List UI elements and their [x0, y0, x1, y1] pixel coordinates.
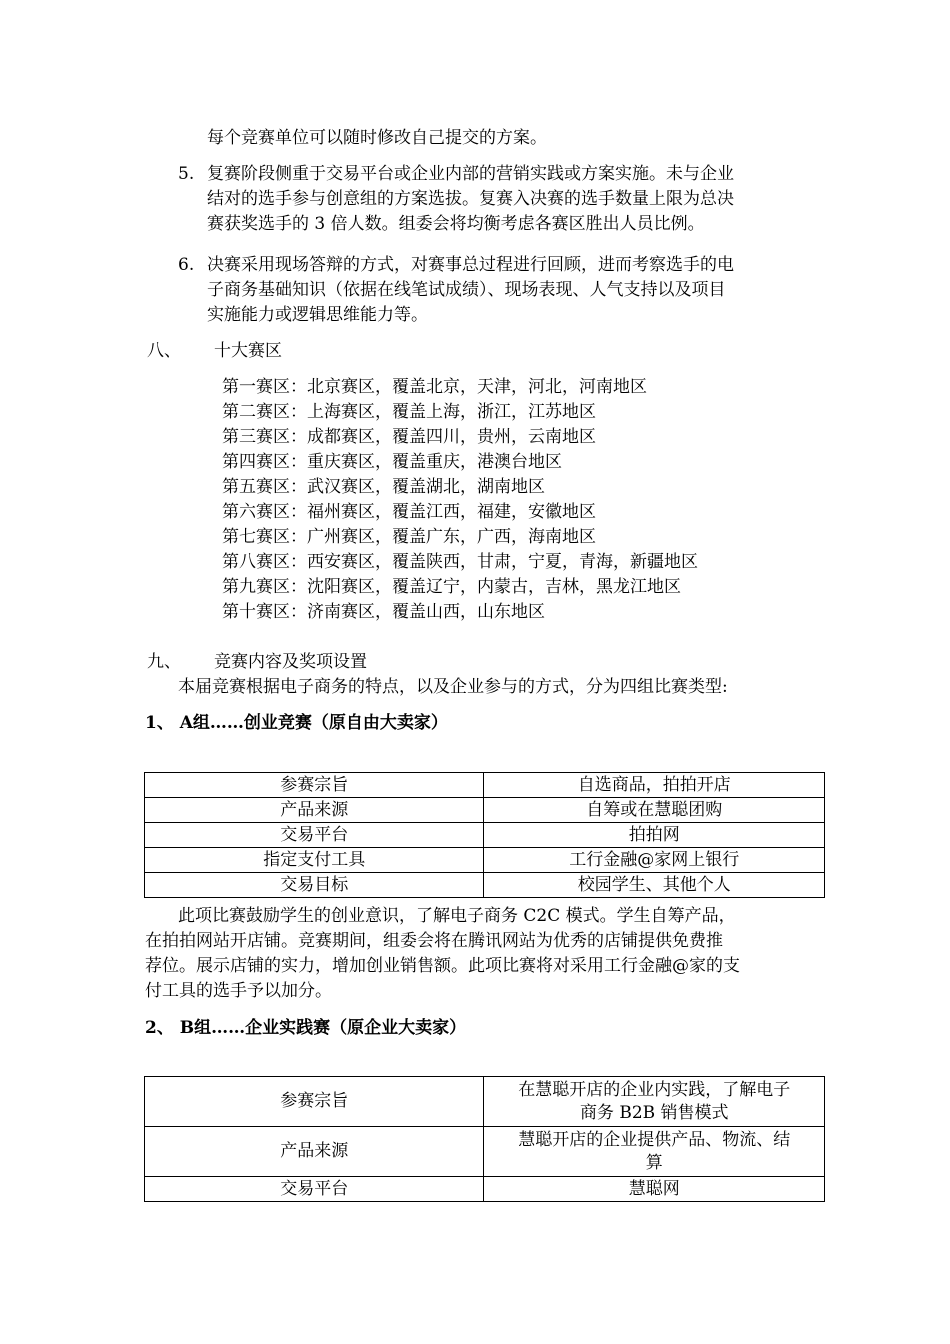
table-row — [145, 823, 825, 848]
region-line: 第三赛区：成都赛区，覆盖四川，贵州，云南地区 — [222, 427, 596, 447]
section-9-intro: 本届竞赛根据电子商务的特点，以及企业参与的方式，分为四组比赛类型: — [178, 677, 728, 697]
group-a-paragraph-line: 付工具的选手予以加分。 — [145, 981, 332, 1001]
table-cell: 产品来源 — [145, 1127, 484, 1177]
table-row — [145, 1177, 825, 1202]
region-line: 第五赛区：武汉赛区，覆盖湖北，湖南地区 — [222, 477, 545, 497]
table-cell: 拍拍网 — [484, 823, 825, 848]
group-a-heading: 1、 A组……创业竞赛（原自由大卖家） — [145, 713, 448, 733]
section-9-title: 竞赛内容及奖项设置 — [214, 652, 367, 672]
region-line: 第二赛区：上海赛区，覆盖上海，浙江，江苏地区 — [222, 402, 596, 422]
table-cell: 自筹或在慧聪团购 — [484, 798, 825, 823]
group-a-paragraph-line: 荐位。展示店铺的实力，增加创业销售额。此项比赛将对采用工行金融@家的支 — [145, 956, 740, 976]
table-row — [145, 873, 825, 898]
table-cell: 参赛宗旨 — [145, 773, 484, 798]
region-line: 第四赛区：重庆赛区，覆盖重庆，港澳台地区 — [222, 452, 562, 472]
intro-line: 每个竞赛单位可以随时修改自己提交的方案。 — [207, 128, 547, 148]
item-5-line-1: 复赛阶段侧重于交易平台或企业内部的营销实践或方案实施。未与企业 — [207, 164, 734, 184]
table-cell: 指定支付工具 — [145, 848, 484, 873]
table-cell: 慧聪网 — [484, 1177, 825, 1202]
group-b-table — [144, 1076, 825, 1202]
table-row — [145, 798, 825, 823]
table-cell: 交易平台 — [145, 823, 484, 848]
item-5-line-3: 赛获奖选手的 3 倍人数。组委会将均衡考虑各赛区胜出人员比例。 — [207, 214, 705, 234]
region-line: 第八赛区：西安赛区，覆盖陕西，甘肃，宁夏，青海，新疆地区 — [222, 552, 698, 572]
group-a-table — [144, 772, 825, 898]
table-cell: 交易平台 — [145, 1177, 484, 1202]
section-9-number: 九、 — [147, 652, 181, 672]
table-cell: 校园学生、其他个人 — [484, 873, 825, 898]
table-row — [145, 773, 825, 798]
section-8-number: 八、 — [147, 341, 181, 361]
item-6-line-1: 决赛采用现场答辩的方式，对赛事总过程进行回顾，进而考察选手的电 — [207, 255, 734, 275]
item-number-6: 6. — [178, 255, 195, 275]
table-row — [145, 1127, 825, 1177]
item-number-5: 5. — [178, 164, 195, 184]
table-row — [145, 1077, 825, 1127]
group-a-paragraph-line: 在拍拍网站开店铺。竞赛期间，组委会将在腾讯网站为优秀的店铺提供免费推 — [145, 931, 723, 951]
table-cell-multiline: 慧聪开店的企业提供产品、物流、结 算 — [484, 1127, 825, 1177]
region-line: 第九赛区：沈阳赛区，覆盖辽宁，内蒙古，吉林，黑龙江地区 — [222, 577, 681, 597]
region-line: 第十赛区：济南赛区，覆盖山西，山东地区 — [222, 602, 545, 622]
item-5-line-2: 结对的选手参与创意组的方案选拔。复赛入决赛的选手数量上限为总决 — [207, 189, 734, 209]
region-line: 第七赛区：广州赛区，覆盖广东，广西，海南地区 — [222, 527, 596, 547]
section-8-title: 十大赛区 — [214, 341, 282, 361]
item-6-line-3: 实施能力或逻辑思维能力等。 — [207, 305, 428, 325]
table-cell: 交易目标 — [145, 873, 484, 898]
region-line: 第一赛区：北京赛区，覆盖北京，天津，河北，河南地区 — [222, 377, 647, 397]
table-cell-multiline: 在慧聪开店的企业内实践，了解电子 商务 B2B 销售模式 — [484, 1077, 825, 1127]
table-row — [145, 848, 825, 873]
table-cell: 自选商品，拍拍开店 — [484, 773, 825, 798]
table-cell: 工行金融@家网上银行 — [484, 848, 825, 873]
group-a-paragraph-line: 此项比赛鼓励学生的创业意识，了解电子商务 C2C 模式。学生自筹产品， — [178, 906, 736, 926]
group-b-heading: 2、 B组……企业实践赛（原企业大卖家） — [145, 1018, 467, 1038]
region-line: 第六赛区：福州赛区，覆盖江西，福建，安徽地区 — [222, 502, 596, 522]
item-6-line-2: 子商务基础知识（依据在线笔试成绩）、现场表现、人气支持以及项目 — [207, 280, 726, 300]
table-cell: 产品来源 — [145, 798, 484, 823]
table-cell: 参赛宗旨 — [145, 1077, 484, 1127]
